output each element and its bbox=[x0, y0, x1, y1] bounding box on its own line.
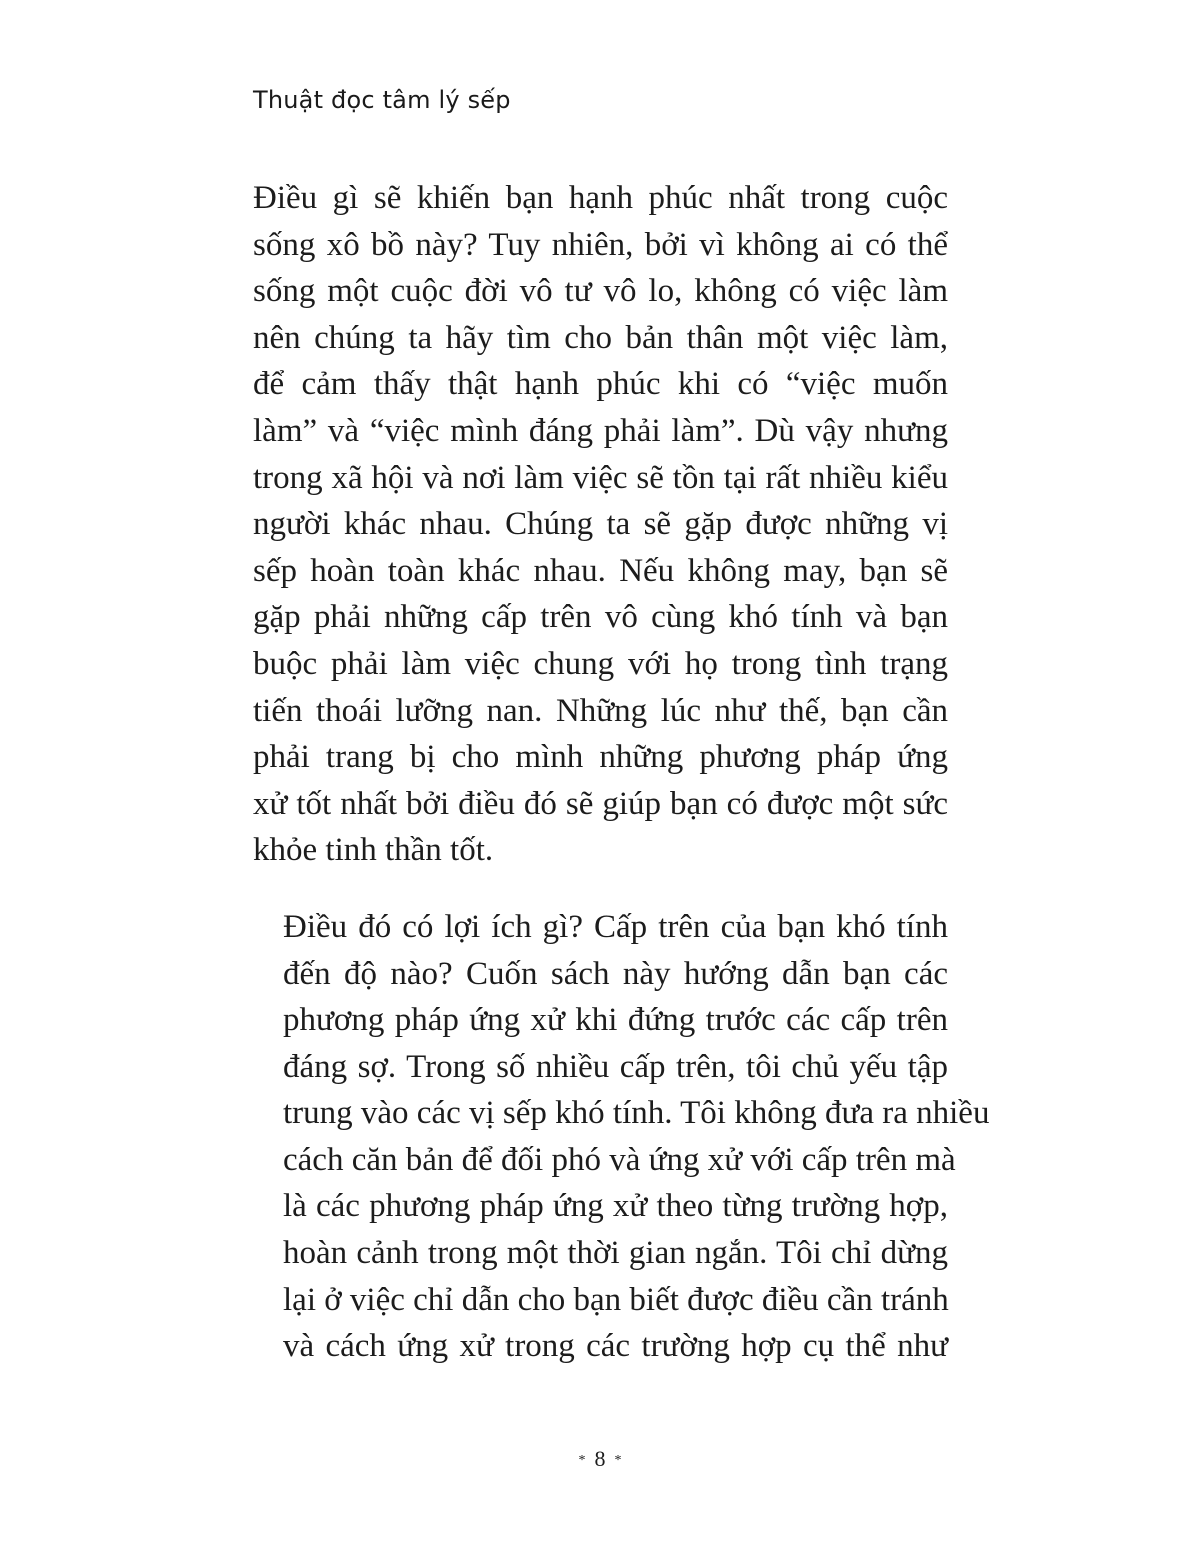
text-line: đáng sợ. Trong số nhiều cấp trên, tôi chủ yếu tập bbox=[283, 1048, 948, 1085]
text-line: cách căn bản để đối phó và ứng xử với cấp trên mà bbox=[283, 1141, 956, 1178]
text-line: Điều gì sẽ khiến bạn hạnh phúc nhất trong cuộc bbox=[253, 180, 948, 216]
ornament-right: * bbox=[614, 1452, 622, 1468]
text-line: lại ở việc chỉ dẫn cho bạn biết được điều cần tránh bbox=[283, 1281, 949, 1318]
paragraph-2 bbox=[253, 904, 990, 1370]
text-line: sống xô bồ này? Tuy nhiên, bởi vì không ai có thể bbox=[253, 226, 948, 263]
page-number: 8 bbox=[594, 1446, 606, 1471]
text-line: gặp phải những cấp trên vô cùng khó tính và bạn bbox=[253, 599, 948, 636]
text-line: là các phương pháp ứng xử theo từng trường hợp, bbox=[283, 1188, 948, 1225]
text-line: làm” và “việc mình đáng phải làm”. Dù vậy nhưng bbox=[253, 412, 948, 449]
text-line: tiến thoái lưỡng nan. Những lúc như thế, bạn cần bbox=[253, 692, 948, 729]
ornament-left: * bbox=[578, 1452, 586, 1468]
text-line: và cách ứng xử trong các trường hợp cụ thể như bbox=[283, 1328, 948, 1365]
text-line: nên chúng ta hãy tìm cho bản thân một việc làm, bbox=[253, 319, 948, 356]
text-line: sống một cuộc đời vô tư vô lo, không có việc làm bbox=[253, 273, 948, 310]
running-header: Thuật đọc tâm lý sếp bbox=[253, 86, 511, 114]
text-line: buộc phải làm việc chung với họ trong tình trạng bbox=[253, 645, 948, 682]
body-text bbox=[253, 175, 990, 1370]
text-line: sếp hoàn toàn khác nhau. Nếu không may, bạn sẽ bbox=[253, 552, 948, 589]
text-line: người khác nhau. Chúng ta sẽ gặp được những vị bbox=[253, 506, 948, 543]
text-line: phương pháp ứng xử khi đứng trước các cấp trên bbox=[283, 1002, 948, 1039]
text-line: xử tốt nhất bởi điều đó sẽ giúp bạn có được một sức bbox=[253, 785, 948, 822]
text-line: trung vào các vị sếp khó tính. Tôi không đưa ra nhiều bbox=[283, 1095, 990, 1132]
text-line: để cảm thấy thật hạnh phúc khi có “việc muốn bbox=[253, 366, 948, 403]
text-line: phải trang bị cho mình những phương pháp ứng bbox=[253, 739, 948, 776]
text-line: hoàn cảnh trong một thời gian ngắn. Tôi chỉ dừng bbox=[283, 1235, 948, 1272]
page-number-footer bbox=[0, 1446, 1200, 1472]
text-line: Điều đó có lợi ích gì? Cấp trên của bạn khó tính bbox=[283, 908, 948, 945]
text-line: khỏe tinh thần tốt. bbox=[253, 832, 494, 869]
text-line: đến độ nào? Cuốn sách này hướng dẫn bạn các bbox=[283, 955, 948, 992]
paragraph-1 bbox=[253, 175, 948, 874]
text-line: trong xã hội và nơi làm việc sẽ tồn tại rất nhiều kiểu bbox=[253, 459, 948, 496]
